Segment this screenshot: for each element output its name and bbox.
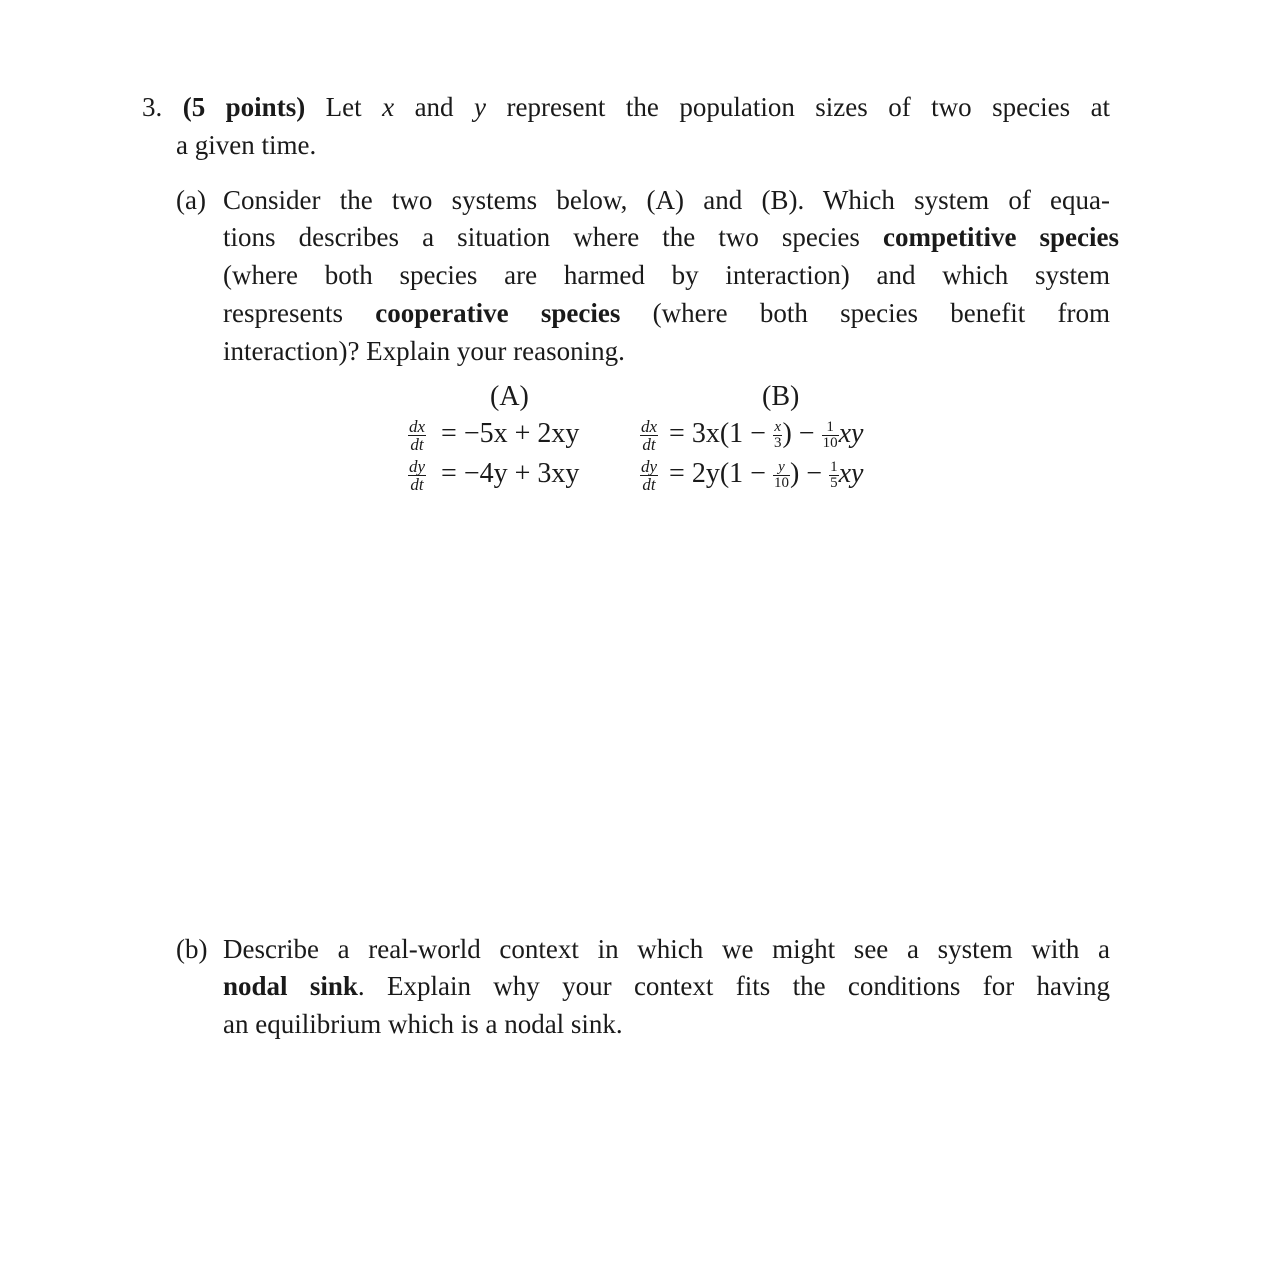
system-a-equation-2: $\frac{dy}{dt}$ = −4y + 3xy	[409, 457, 580, 495]
part-a-line-1: Consider the two systems below, (A) and (B). Which system of equa-	[223, 185, 1110, 215]
system-a-equation-1: $\frac{dx}{dt}$ = −5x + 2xy	[409, 417, 580, 455]
derivative-fraction: $\frac{dx}{dt}$	[409, 417, 426, 455]
nodal-sink-term: nodal sink	[223, 971, 358, 1001]
cooperative-species-term: cooperative species	[375, 298, 621, 328]
var-x: x	[382, 92, 395, 122]
small-fraction: $\frac{1}{10}$	[822, 419, 838, 452]
part-b-label: (b)	[176, 934, 208, 964]
part-a-line-2: tions describes a situation where the two species competitive species	[223, 222, 1119, 252]
part-b-line-3: an equilibrium which is a nodal sink.	[223, 1009, 623, 1039]
part-a-line-5: interaction)? Explain your reasoning.	[223, 336, 625, 366]
part-a-line-3: (where both species are harmed by interaction) and which system	[223, 260, 1110, 290]
competitive-species-term: competitive species	[882, 222, 1119, 252]
problem-intro-line-2: a given time.	[176, 130, 317, 160]
derivative-fraction: $\frac{dx}{dt}$	[641, 417, 658, 455]
small-fraction: $\frac{1}{5}$	[830, 459, 838, 492]
part-b-line-2: nodal sink. Explain why your context fits the conditions for having	[223, 971, 1110, 1001]
problem-number: 3.	[142, 92, 163, 122]
problem-intro-line-1: 3. (5 points) Let x and y represent the population sizes of two species at	[142, 92, 1111, 122]
system-b-equation-1: $\frac{dx}{dt}$ = 3x(1 − $\frac{x}{3}$ ) − $\frac{1}{10}$ xy	[641, 417, 864, 455]
small-fraction: $\frac{y}{10}$	[773, 459, 789, 492]
derivative-fraction: $\frac{dy}{dt}$	[409, 457, 426, 495]
system-b-heading: (B)	[762, 381, 800, 412]
var-y: y	[474, 92, 487, 122]
system-a-heading: (A)	[490, 381, 529, 412]
part-a-label: (a)	[176, 185, 206, 215]
part-b-line-1: Describe a real-world context in which we might see a system with a	[223, 934, 1110, 964]
problem-points: (5 points)	[182, 92, 306, 122]
small-fraction: $\frac{x}{3}$	[773, 419, 782, 452]
derivative-fraction: $\frac{dy}{dt}$	[641, 457, 658, 495]
part-a-line-4: respresents cooperative species (where both species benefit from	[223, 298, 1111, 328]
system-b-equation-2: $\frac{dy}{dt}$ = 2y(1 − $\frac{y}{10}$ ) − $\frac{1}{5}$ xy	[641, 457, 864, 495]
